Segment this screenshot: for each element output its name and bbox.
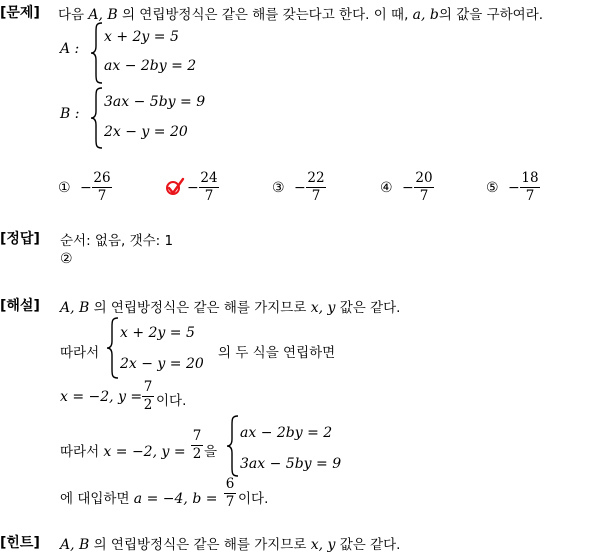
- choice-sign: −: [80, 180, 92, 196]
- explanation-line4: [60, 440, 186, 460]
- choice-fraction: [306, 170, 326, 205]
- problem-intro-math: A, B: [88, 7, 118, 23]
- choice-sign: −: [294, 180, 306, 196]
- explanation-line5-text2: 이다.: [238, 491, 269, 507]
- answer-order-count: 순서: 없음, 갯수: 1: [60, 233, 174, 249]
- choice-fraction: [414, 170, 434, 205]
- explanation-line5-text: 에 대입하면: [60, 491, 134, 507]
- choice-numerator: 22: [307, 170, 325, 186]
- explanation-system2-brace: [226, 415, 240, 477]
- explanation-line3-denominator: 2: [143, 397, 153, 413]
- explanation-line4-math: x = −2, y =: [103, 444, 186, 460]
- choice-numerator: 20: [415, 170, 433, 186]
- explanation-line5-denominator: 7: [225, 494, 235, 510]
- explanation-line4-numerator: 7: [192, 428, 202, 444]
- explanation-line4-text: 따라서: [60, 444, 104, 460]
- problem-intro: [58, 3, 543, 23]
- system-a-label: A :: [60, 41, 80, 57]
- explanation-line5-math: a = −4, b =: [133, 491, 218, 507]
- explanation-line4-fraction: [191, 428, 203, 463]
- choice-denominator: 7: [414, 187, 434, 205]
- choice-number: ④: [380, 180, 393, 196]
- explanation-system1-eq1: x + 2y = 5: [120, 325, 195, 341]
- problem-intro-math2: a, b: [412, 7, 439, 23]
- choice-numerator: 24: [200, 170, 218, 186]
- explanation-line1-text: 의 연립방정식은 같은 해를 가지므로: [89, 300, 311, 316]
- explanation-line3-text: 이다.: [156, 393, 187, 409]
- system-b-eq2: 2x − y = 20: [104, 124, 188, 140]
- hint-text2: 값은 같다.: [335, 537, 401, 553]
- choice-number: ③: [272, 180, 285, 196]
- problem-tag: [문제]: [0, 5, 40, 21]
- hint-math2: x, y: [310, 537, 336, 553]
- explanation-line5: [60, 487, 217, 507]
- explanation-line1-math2: x, y: [310, 300, 336, 316]
- system-b-brace: [90, 87, 104, 149]
- system-a-eq2: ax − 2by = 2: [104, 58, 197, 74]
- explanation-line3-math: x = −2, y =: [60, 389, 143, 405]
- choice-denominator: 7: [520, 187, 540, 205]
- system-a-brace: [90, 22, 104, 84]
- problem-intro-text3: 의 값을 구하여라.: [438, 7, 544, 23]
- hint-text1: 의 연립방정식은 같은 해를 가지므로: [89, 537, 311, 553]
- choice-fraction: [199, 170, 219, 205]
- choice-denominator: 7: [92, 187, 112, 205]
- explanation-line3-fraction: [142, 379, 154, 414]
- explanation-line3-numerator: 7: [143, 379, 153, 395]
- answer-choice: ②: [60, 251, 73, 267]
- explanation-line2-text: 따라서: [60, 345, 100, 361]
- system-b-eq1: 3ax − 5by = 9: [104, 94, 206, 110]
- hint-math: A, B: [60, 537, 90, 553]
- choice-number: ①: [58, 180, 71, 196]
- choice-sign: −: [187, 180, 199, 196]
- system-a-eq1: x + 2y = 5: [104, 29, 179, 45]
- choice-denominator: 7: [199, 187, 219, 205]
- choice-numerator: 26: [93, 170, 111, 186]
- hint-tag: [힌트]: [0, 535, 40, 551]
- problem-intro-text: 다음: [58, 7, 89, 23]
- answer-tag: [정답]: [0, 231, 40, 247]
- choice-sign: −: [402, 180, 414, 196]
- explanation-line1-math: A, B: [60, 300, 90, 316]
- explanation-system2-eq1: ax − 2by = 2: [240, 425, 333, 441]
- explanation-line4-denominator: 2: [192, 446, 202, 462]
- choice-fraction: [520, 170, 540, 205]
- explanation-line5-fraction: [224, 476, 236, 511]
- choice-denominator: 7: [306, 187, 326, 205]
- explanation-tag: [해설]: [0, 298, 40, 314]
- explanation-line1-text2: 값은 같다.: [335, 300, 401, 316]
- explanation-line4-text2: 을: [204, 444, 218, 460]
- check-icon: [165, 177, 185, 197]
- explanation-line5-numerator: 6: [225, 476, 235, 492]
- choice-number: ⑤: [486, 180, 499, 196]
- choice-numerator: 18: [521, 170, 539, 186]
- choice-sign: −: [508, 180, 520, 196]
- explanation-system1-eq2: 2x − y = 20: [120, 356, 204, 372]
- problem-intro-text2: 의 연립방정식은 같은 해를 갖는다고 한다. 이 때,: [117, 7, 413, 23]
- choice-fraction: [92, 170, 112, 205]
- explanation-line1: [60, 296, 400, 316]
- explanation-system2-eq2: 3ax − 5by = 9: [240, 456, 342, 472]
- hint-text: [60, 533, 400, 553]
- explanation-line2-text2: 의 두 식을 연립하면: [218, 345, 336, 361]
- system-b-label: B :: [60, 106, 80, 122]
- explanation-system1-brace: [106, 317, 120, 379]
